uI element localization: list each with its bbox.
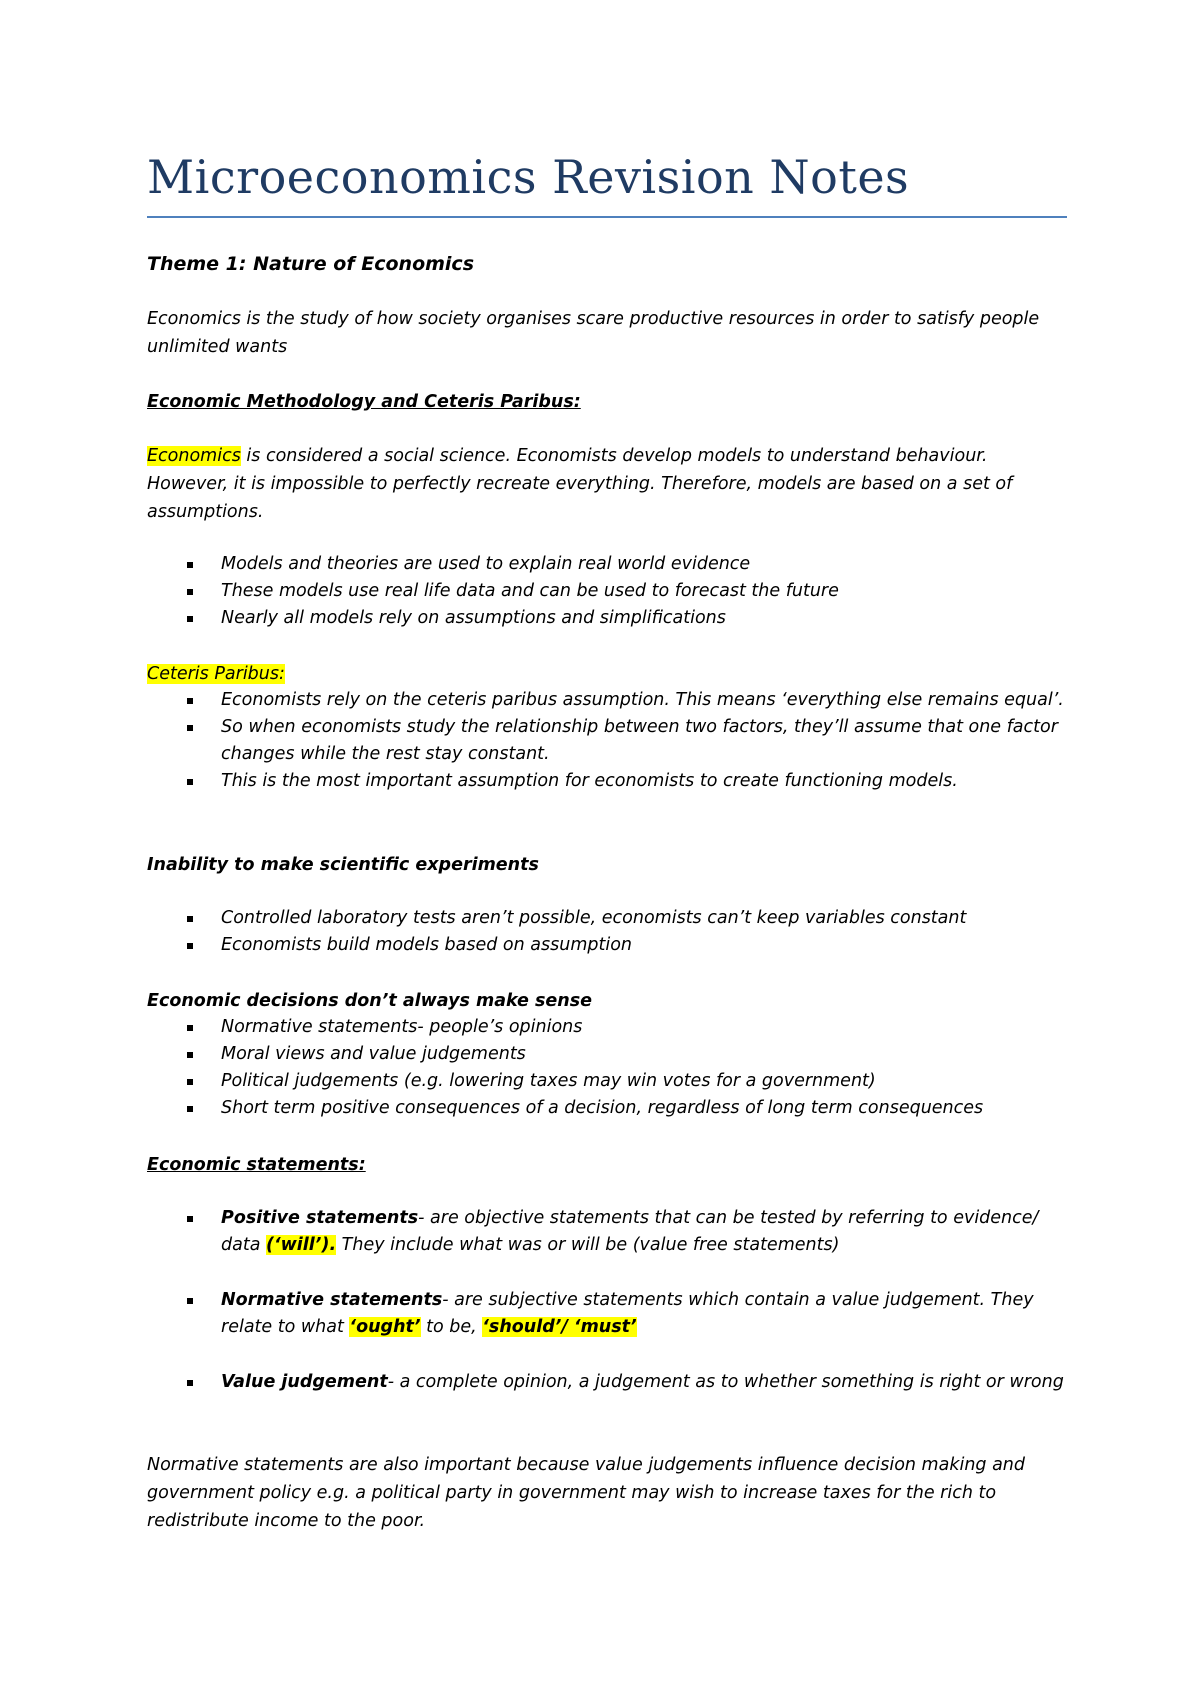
should-must-highlight: ‘should’/ ‘must’	[482, 1317, 637, 1337]
bullet-icon	[187, 1380, 193, 1386]
list-item: Value judgement- a complete opinion, a judgement as to whether something is right or wrong	[147, 1369, 1067, 1396]
title-rule	[147, 216, 1067, 218]
bullet-icon	[187, 589, 193, 595]
definition-paragraph: Economics is the study of how society organises scare productive resources in order to satisfy people unlimited wants	[147, 309, 1040, 357]
bullet-icon	[187, 725, 193, 731]
bullet-icon	[187, 943, 193, 949]
list-item: Political judgements (e.g. lowering taxes may win votes for a government)	[147, 1068, 1067, 1095]
inability-heading: Inability to make scientific experiments	[147, 855, 539, 875]
list-item: Moral views and value judgements	[147, 1041, 1067, 1068]
page-title: Microeconomics Revision Notes	[147, 150, 910, 204]
bullet-icon	[187, 916, 193, 922]
ceteris-bullet-list	[147, 687, 1067, 795]
statements-heading: Economic statements:	[147, 1155, 366, 1175]
will-highlight: (‘will’).	[265, 1235, 337, 1255]
inability-bullet-list	[147, 905, 1067, 959]
methodology-intro	[147, 442, 1067, 526]
list-item: Positive statements- are objective statements that can be tested by referring to evidence/ data (‘will’). They include what was or will be (value free statements)	[147, 1205, 1067, 1259]
list-item: Normative statements- people’s opinions	[147, 1014, 1067, 1041]
bullet-icon	[187, 1025, 193, 1031]
bullet-icon	[187, 562, 193, 568]
bullet-icon	[187, 616, 193, 622]
list-item: Economists build models based on assumption	[147, 932, 1067, 959]
list-item: These models use real life data and can be used to forecast the future	[147, 578, 1067, 605]
decisions-bullet-list	[147, 1014, 1067, 1122]
bullet-icon	[187, 1216, 193, 1222]
positive-statement-item	[147, 1205, 1067, 1259]
list-item: Economists rely on the ceteris paribus assumption. This means ‘everything else remains equal’.	[147, 687, 1067, 714]
list-item: Short term positive consequences of a decision, regardless of long term consequences	[147, 1095, 1067, 1122]
bullet-icon	[187, 1298, 193, 1304]
methodology-bullet-list	[147, 551, 1067, 632]
list-item: Normative statements- are subjective statements which contain a value judgement. They relate to what ‘ought’ to be, ‘should’/ ‘must’	[147, 1287, 1067, 1341]
list-item: Models and theories are used to explain real world evidence	[147, 551, 1067, 578]
list-item: Nearly all models rely on assumptions and simplifications	[147, 605, 1067, 632]
bullet-icon	[187, 1052, 193, 1058]
closing-paragraph: Normative statements are also important because value judgements influence decision making and government policy e.g. a political party in government may wish to increase taxes for the rich to redistribute income to the poor.	[147, 1455, 1026, 1531]
ought-highlight: ‘ought’	[349, 1317, 421, 1337]
bullet-icon	[187, 1106, 193, 1112]
methodology-heading: Economic Methodology and Ceteris Paribus:	[147, 392, 581, 412]
theme-heading: Theme 1: Nature of Economics	[147, 253, 474, 275]
list-item: So when economists study the relationship between two factors, they’ll assume that one factor changes while the rest stay constant.	[147, 714, 1067, 768]
economics-highlight: Economics	[147, 446, 241, 466]
value-judgement-item	[147, 1369, 1067, 1396]
ceteris-heading: Ceteris Paribus:	[147, 664, 285, 684]
bullet-icon	[187, 698, 193, 704]
decisions-heading: Economic decisions don’t always make sense	[147, 991, 593, 1011]
bullet-icon	[187, 1079, 193, 1085]
list-item: This is the most important assumption for economists to create functioning models.	[147, 768, 1067, 795]
list-item: Controlled laboratory tests aren’t possible, economists can’t keep variables constant	[147, 905, 1067, 932]
normative-statement-item	[147, 1287, 1067, 1341]
bullet-icon	[187, 779, 193, 785]
methodology-intro-text: is considered a social science. Economists develop models to understand behaviour. However, it is impossible to perfectly recreate everything. Therefore, models are based on a set of assumptions.	[147, 446, 1013, 522]
